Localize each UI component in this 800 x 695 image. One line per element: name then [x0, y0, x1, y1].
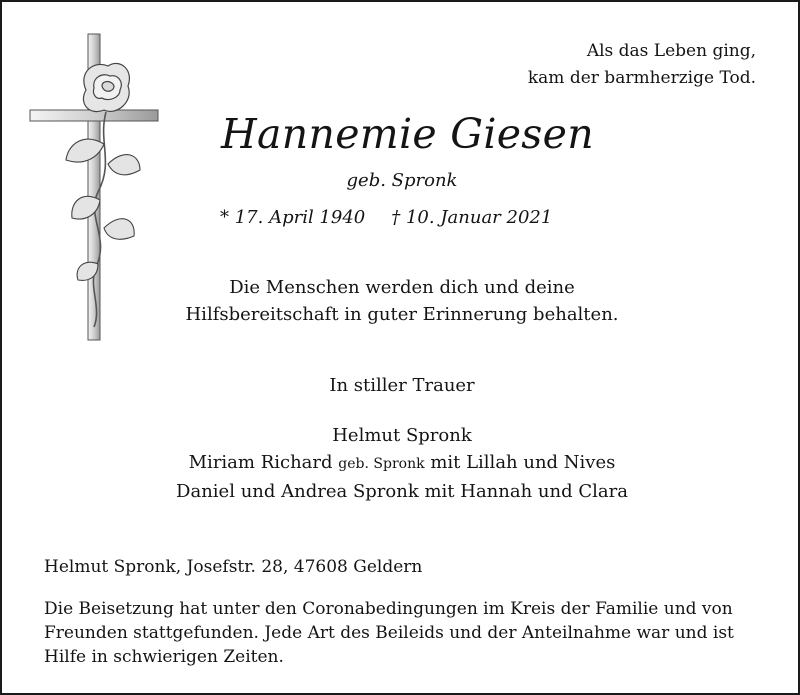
family-list: [2, 422, 800, 505]
notice-line: Die Beisetzung hat unter den Coronabedingungen im Kreis der Familie und von: [44, 599, 733, 619]
death-date: † 10. Januar 2021: [391, 207, 553, 228]
contact-address: Helmut Spronk, Josefstr. 28, 47608 Geldern: [44, 557, 423, 577]
deceased-name: Hannemie Giesen: [221, 110, 594, 158]
family-member: mit Lillah und Nives: [430, 452, 616, 473]
life-dates: [220, 207, 552, 228]
notice-line: Freunden stattgefunden. Jede Art des Beileids und der Anteilnahme war und ist: [44, 623, 734, 643]
quote-line: kam der barmherzige Tod.: [527, 68, 756, 88]
family-line: Daniel und Andrea Spronk mit Hannah und Clara: [176, 481, 628, 502]
epitaph: [2, 274, 800, 328]
family-line: [2, 449, 800, 478]
family-member: Miriam Richard: [188, 452, 333, 473]
mourning-text: In stiller Trauer: [329, 375, 475, 396]
maiden-note: geb. Spronk: [338, 456, 425, 472]
epitaph-line: Die Menschen werden dich und deine: [229, 277, 575, 298]
maiden-name: geb. Spronk: [346, 170, 458, 191]
birth-date: * 17. April 1940: [220, 207, 366, 228]
family-line: Helmut Spronk: [332, 425, 472, 446]
quote: [528, 38, 756, 92]
notice-line: Hilfe in schwierigen Zeiten.: [44, 647, 284, 667]
burial-notice: [44, 597, 784, 669]
epitaph-line: Hilfsbereitschaft in guter Erinnerung behalten.: [185, 304, 619, 325]
quote-line: Als das Leben ging,: [586, 41, 756, 61]
